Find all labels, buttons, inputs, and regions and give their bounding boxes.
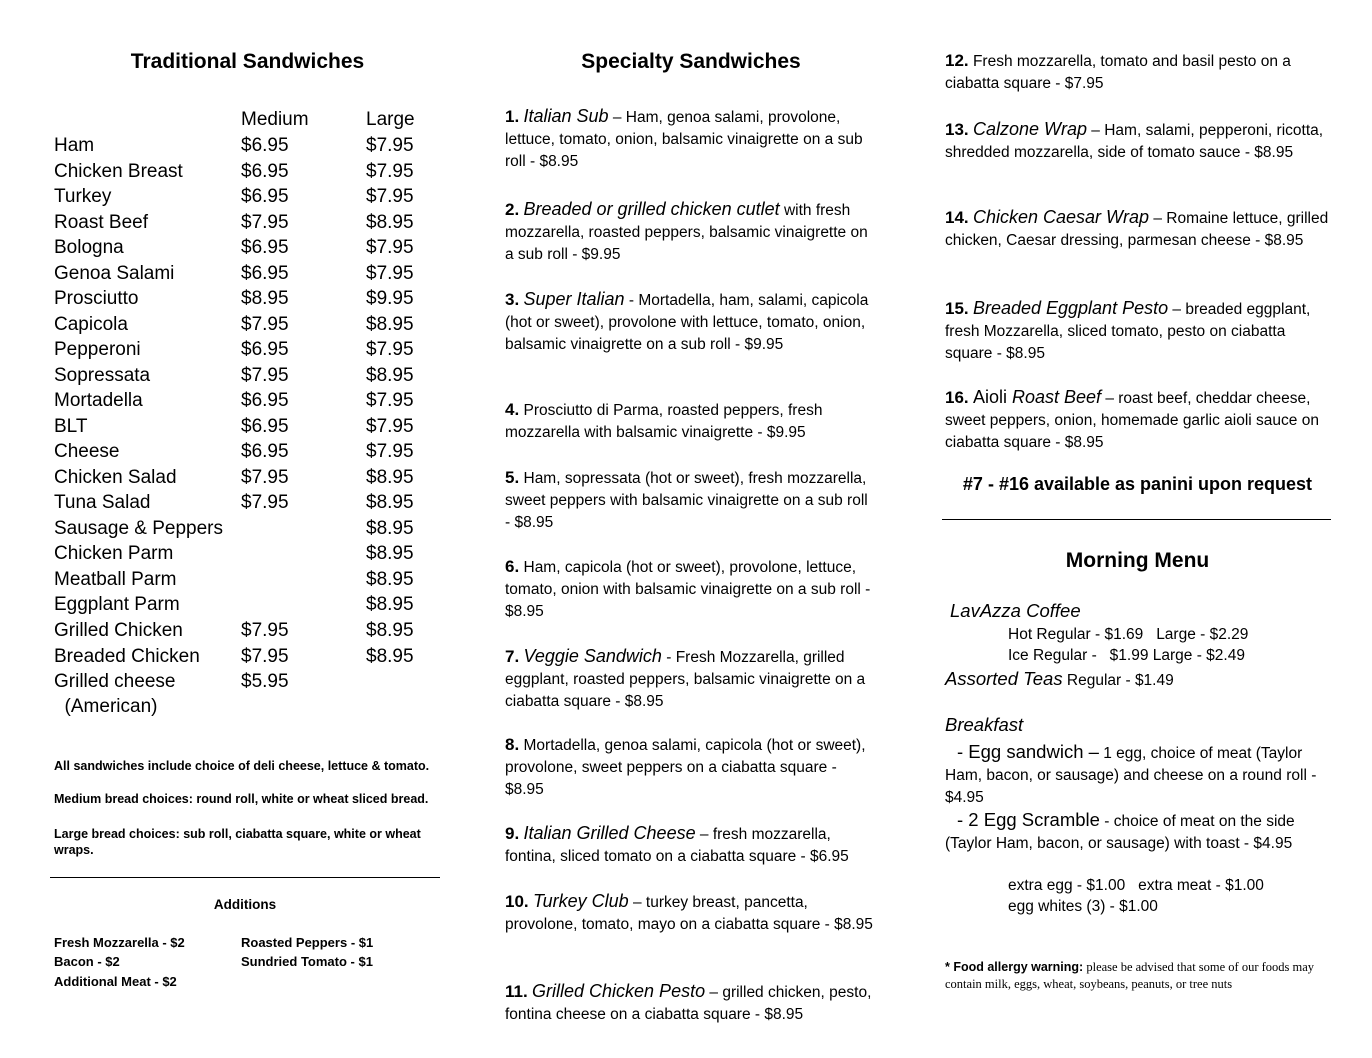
large-price: $8.95 [366, 646, 414, 667]
right-column [940, 0, 1335, 1058]
specialty-number: 10. [505, 892, 529, 911]
divider [50, 877, 440, 878]
medium-price: $6.95 [241, 237, 289, 258]
coffee-title: LavAzza Coffee [950, 600, 1081, 621]
sandwich-name: Prosciutto [54, 288, 139, 309]
large-price: $8.95 [366, 518, 414, 539]
specialty-number: 14. [945, 208, 969, 227]
sandwich-name: Sopressata [54, 365, 151, 386]
specialty-name: Italian Sub [523, 106, 609, 126]
specialty-item [505, 645, 877, 713]
large-price: $8.95 [366, 569, 414, 590]
medium-header: Medium [241, 109, 309, 130]
medium-price: $6.95 [241, 186, 289, 207]
specialty-item [505, 556, 877, 623]
addition-item: Fresh Mozzarella - $2 [54, 935, 185, 950]
specialty-name: Roast Beef [1011, 387, 1102, 407]
sandwich-name: Roast Beef [54, 212, 148, 233]
egg-sandwich [945, 741, 1330, 809]
specialty-item [945, 50, 1330, 95]
sandwich-name: (American) [54, 696, 158, 717]
specialty-item [505, 822, 877, 868]
large-price: $7.95 [366, 441, 414, 462]
specialty-description: Mortadella, genoa salami, capicola (hot or sweet), provolone, sweet peppers on a ciabatta square - $8.95 [505, 737, 866, 798]
medium-price: $6.95 [241, 441, 289, 462]
specialty-name: Turkey Club [532, 891, 629, 911]
sandwich-name: Cheese [54, 441, 120, 462]
sandwich-name: Turkey [54, 186, 112, 207]
addition-item: Roasted Peppers - $1 [241, 935, 374, 950]
specialty-number: 6. [505, 557, 520, 576]
large-price: $7.95 [366, 263, 414, 284]
allergy-label: * Food allergy warning: [945, 960, 1084, 974]
large-price: $7.95 [366, 339, 414, 360]
specialty-name: Veggie Sandwich [523, 646, 662, 666]
note-medium-bread: Medium bread choices: round roll, white or wheat sliced bread. [54, 792, 429, 806]
medium-price: $7.95 [241, 314, 289, 335]
sandwich-name: Pepperoni [54, 339, 141, 360]
specialty-item [505, 399, 877, 444]
medium-price: $7.95 [241, 646, 289, 667]
specialty-description: Ham, capicola (hot or sweet), provolone, lettuce, tomato, onion with balsamic vinaigrette on a sub roll - $8.95 [505, 559, 871, 620]
egg-scramble [945, 809, 1330, 855]
large-price: $8.95 [366, 492, 414, 513]
specialty-item [945, 118, 1330, 164]
sandwich-name: Chicken Salad [54, 467, 177, 488]
teas-price: Regular - $1.49 [1062, 672, 1174, 689]
large-price: $7.95 [366, 186, 414, 207]
specialty-description: – grilled chicken, pesto, fontina cheese on a ciabatta square - $8.95 [505, 984, 872, 1023]
large-price: $8.95 [366, 543, 414, 564]
specialty-description: – fresh mozzarella, fontina, sliced tomato on a ciabatta square - $6.95 [505, 826, 849, 865]
medium-price: $7.95 [241, 212, 289, 233]
addition-item: Bacon - $2 [54, 954, 120, 969]
specialty-item [505, 734, 877, 801]
note-included: All sandwiches include choice of deli cheese, lettuce & tomato. [54, 759, 430, 773]
specialty-description: - Mortadella, ham, salami, capicola (hot or sweet), provolone with lettuce, tomato, onion, balsamic vinaigrette on a sub roll - $9.95 [505, 292, 869, 353]
specialty-description: Prosciutto di Parma, roasted peppers, fresh mozzarella with balsamic vinaigrette - $9.95 [505, 402, 823, 441]
large-price: $7.95 [366, 390, 414, 411]
sandwich-name: Chicken Breast [54, 161, 183, 182]
sandwich-name: Capicola [54, 314, 128, 335]
large-header: Large [366, 109, 415, 130]
note-large-bread: Large bread choices: sub roll, ciabatta square, white or wheat wraps. [54, 827, 421, 857]
large-price: $7.95 [366, 135, 414, 156]
specialty-number: 5. [505, 468, 520, 487]
sandwich-name: Bologna [54, 237, 124, 258]
specialty-item [945, 297, 1330, 365]
specialty-number: 4. [505, 400, 520, 419]
sandwich-name: Breaded Chicken [54, 646, 200, 667]
medium-price: $6.95 [241, 390, 289, 411]
medium-price: $5.95 [241, 671, 289, 692]
extras-line: extra egg - $1.00 extra meat - $1.00 [1008, 877, 1264, 894]
specialty-name: Chicken Caesar Wrap [972, 207, 1150, 227]
specialty-number: 8. [505, 735, 520, 754]
large-price: $8.95 [366, 594, 414, 615]
specialty-description: - Fresh Mozzarella, grilled eggplant, roasted peppers, balsamic vinaigrette on a ciabatta square - $8.95 [505, 649, 866, 710]
allergy-text: please be advised that some of our foods may contain milk, eggs, wheat, soybeans, peanuts, or tree nuts [945, 960, 1315, 991]
specialty-number: 1. [505, 107, 520, 126]
addition-item: Additional Meat - $2 [54, 974, 177, 989]
medium-price: $7.95 [241, 492, 289, 513]
specialty-description: – Romaine lettuce, grilled chicken, Caesar dressing, parmesan cheese - $8.95 [945, 210, 1329, 249]
egg-whites-line: egg whites (3) - $1.00 [1008, 898, 1158, 915]
specialty-description: – Ham, genoa salami, provolone, lettuce, tomato, onion, balsamic vinaigrette on a sub roll - $8.95 [505, 109, 863, 170]
specialty-item [505, 467, 877, 534]
medium-price: $8.95 [241, 288, 289, 309]
medium-price: $6.95 [241, 263, 289, 284]
additions-title: Additions [213, 897, 277, 912]
specialty-name-prefix: Aioli [972, 387, 1012, 407]
specialty-name: Super Italian [523, 289, 625, 309]
sandwich-name: BLT [54, 416, 88, 437]
medium-price: $6.95 [241, 416, 289, 437]
specialty-item [945, 206, 1330, 252]
medium-price: $7.95 [241, 467, 289, 488]
divider [942, 519, 1331, 520]
specialty-item [505, 890, 877, 936]
specialty-number: 3. [505, 290, 520, 309]
sandwich-name: Mortadella [54, 390, 143, 411]
specialty-description: – roast beef, cheddar cheese, sweet peppers, onion, homemade garlic aioli sauce on ciabatta square - $8.95 [945, 390, 1319, 451]
specialty-name: Grilled Chicken Pesto [532, 981, 706, 1001]
egg-scramble-name: - 2 Egg Scramble [957, 809, 1100, 830]
specialty-item [505, 198, 877, 266]
coffee-hot-line: Hot Regular - $1.69 Large - $2.29 [1008, 626, 1249, 643]
medium-price: $6.95 [241, 135, 289, 156]
sandwich-name: Eggplant Parm [54, 594, 180, 615]
sandwich-name: Meatball Parm [54, 569, 177, 590]
specialty-description: – turkey breast, pancetta, provolone, tomato, mayo on a ciabatta square - $8.95 [505, 894, 873, 933]
sandwich-name: Sausage & Peppers [54, 518, 224, 539]
specialty-number: 12. [945, 51, 969, 70]
addition-item: Sundried Tomato - $1 [241, 954, 373, 969]
sandwich-name: Ham [54, 135, 95, 156]
sandwich-name: Genoa Salami [54, 263, 175, 284]
specialty-item [505, 288, 877, 356]
large-price: $8.95 [366, 314, 414, 335]
sandwich-name: Grilled cheese [54, 671, 176, 692]
medium-price: $7.95 [241, 620, 289, 641]
specialty-description: with fresh mozzarella, roasted peppers, balsamic vinaigrette on a sub roll - $9.95 [505, 202, 868, 263]
panini-note: #7 - #16 available as panini upon request [962, 474, 1313, 494]
egg-scramble-desc: - choice of meat on the side (Taylor Ham, bacon, or sausage) with toast - $4.95 [945, 813, 1295, 852]
specialty-number: 15. [945, 299, 969, 318]
large-price: $8.95 [366, 620, 414, 641]
large-price: $9.95 [366, 288, 414, 309]
specialty-item [945, 386, 1330, 454]
sandwich-name: Grilled Chicken [54, 620, 183, 641]
large-price: $8.95 [366, 212, 414, 233]
specialty-name: Breaded Eggplant Pesto [972, 298, 1169, 318]
specialty-item [505, 980, 877, 1026]
large-price: $7.95 [366, 161, 414, 182]
breakfast-title: Breakfast [945, 714, 1024, 735]
specialty-name: Breaded or grilled chicken cutlet [523, 199, 780, 219]
specialty-number: 16. [945, 388, 969, 407]
specialty-name: Calzone Wrap [972, 119, 1087, 139]
egg-sandwich-desc: 1 egg, choice of meat (Taylor Ham, bacon, or sausage) and cheese on a round roll - $4.95 [945, 745, 1317, 806]
specialty-column [505, 0, 885, 1058]
specialty-item [505, 105, 877, 173]
sandwich-name: Tuna Salad [54, 492, 151, 513]
allergy-warning [945, 959, 1330, 993]
large-price: $8.95 [366, 467, 414, 488]
specialty-description: – breaded eggplant, fresh Mozzarella, sliced tomato, pesto on ciabatta square - $8.95 [945, 301, 1311, 362]
specialty-description: Ham, sopressata (hot or sweet), fresh mozzarella, sweet peppers with balsamic vinaigrette on a sub roll - $8.95 [505, 470, 868, 531]
teas-title: Assorted Teas [945, 668, 1063, 689]
specialty-number: 7. [505, 647, 520, 666]
specialty-description: – Ham, salami, pepperoni, ricotta, shredded mozzarella, side of tomato sauce - $8.95 [945, 122, 1324, 161]
sandwich-name: Chicken Parm [54, 543, 174, 564]
specialty-title: Specialty Sandwiches [581, 50, 801, 73]
coffee-ice-line: Ice Regular - $1.99 Large - $2.49 [1008, 647, 1245, 664]
large-price: $7.95 [366, 237, 414, 258]
specialty-name: Italian Grilled Cheese [523, 823, 696, 843]
large-price: $7.95 [366, 416, 414, 437]
medium-price: $7.95 [241, 365, 289, 386]
egg-sandwich-name: - Egg sandwich – [957, 741, 1099, 762]
specialty-description: Fresh mozzarella, tomato and basil pesto on a ciabatta square - $7.95 [945, 53, 1291, 92]
large-price: $8.95 [366, 365, 414, 386]
medium-price: $6.95 [241, 339, 289, 360]
traditional-title: Traditional Sandwiches [130, 50, 365, 73]
medium-price: $6.95 [241, 161, 289, 182]
specialty-number: 9. [505, 824, 520, 843]
specialty-number: 11. [505, 982, 528, 1001]
teas-line [945, 668, 1174, 692]
morning-title: Morning Menu [1065, 549, 1210, 572]
specialty-number: 2. [505, 200, 520, 219]
traditional-column [50, 0, 445, 1058]
specialty-number: 13. [945, 120, 969, 139]
